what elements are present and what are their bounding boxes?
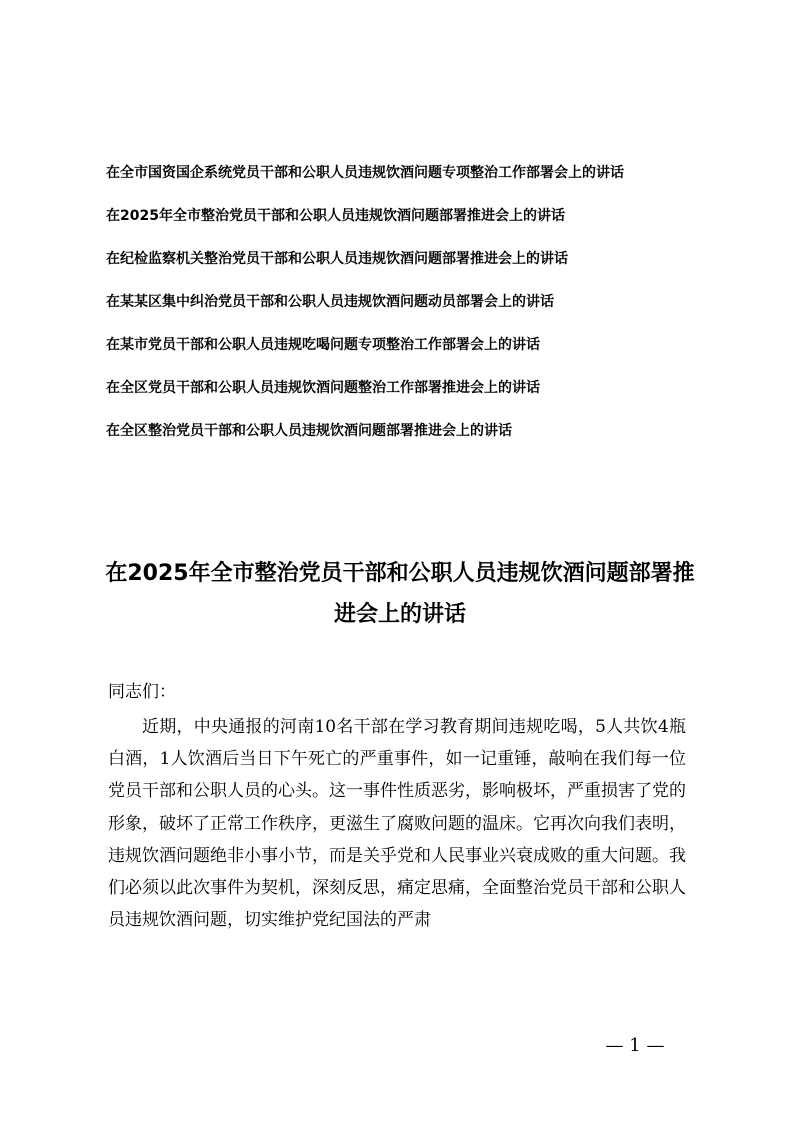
toc-item[interactable]: 在全区党员干部和公职人员违规饮酒问题整治工作部署推进会上的讲话 xyxy=(106,380,540,396)
body-paragraph: 近期，中央通报的河南10名干部在学习教育期间违规吃喝，5人共饮4瓶白酒，1人饮酒后当日下午死亡的严重事件，如一记重锤，敲响在我们每一位党员干部和公职人员的心头。这一事件性质恶劣，影响极坏，严重损害了党的形象，破坏了正常工作秩序，更滋生了腐败问题的温床。它再次向我们表明，违规饮酒问题绝非小事小节，而是关乎党和人民事业兴衰成败的重大问题。我们必须以此次事件为契机，深刻反思，痛定思痛，全面整治党员干部和公职人员违规饮酒问题，切实维护党纪国法的严肃 xyxy=(108,717,686,931)
document-title: 在2025年全市整治党员干部和公职人员违规饮酒问题部署推进会上的讲话 xyxy=(105,561,695,627)
table-of-contents xyxy=(106,152,706,453)
toc-item[interactable]: 在纪检监察机关整治党员干部和公职人员违规饮酒问题部署推进会上的讲话 xyxy=(106,251,568,267)
greeting: 同志们： xyxy=(108,682,176,702)
toc-item[interactable]: 在2025年全市整治党员干部和公职人员违规饮酒问题部署推进会上的讲话 xyxy=(106,208,565,224)
toc-item[interactable]: 在某市党员干部和公职人员违规吃喝问题专项整治工作部署会上的讲话 xyxy=(106,337,540,353)
toc-item[interactable]: 在全市国资国企系统党员干部和公职人员违规饮酒问题专项整治工作部署会上的讲话 xyxy=(106,165,624,181)
toc-item[interactable]: 在某某区集中纠治党员干部和公职人员违规饮酒问题动员部署会上的讲话 xyxy=(106,294,554,310)
toc-item[interactable]: 在全区整治党员干部和公职人员违规饮酒问题部署推进会上的讲话 xyxy=(106,423,512,439)
page-number: — 1 — xyxy=(605,1035,665,1056)
